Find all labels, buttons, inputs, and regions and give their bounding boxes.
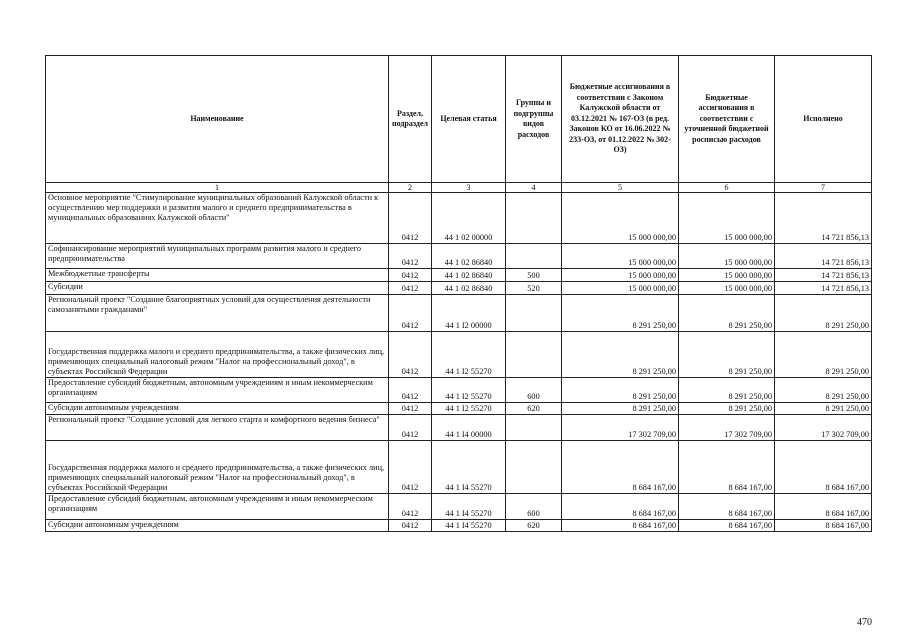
row-name: Региональный проект "Создание благоприятных условий для осуществления деятельности самозанятыми гражданами" — [46, 295, 389, 332]
row-group: 620 — [506, 403, 562, 415]
row-article: 44 1 I2 55270 — [432, 403, 506, 415]
row-article: 44 1 I2 00000 — [432, 295, 506, 332]
row-executed: 8 291 250,00 — [775, 295, 872, 332]
row-executed: 14 721 856,13 — [775, 282, 872, 295]
row-budget-law: 8 291 250,00 — [562, 295, 679, 332]
row-executed: 8 291 250,00 — [775, 403, 872, 415]
row-article: 44 1 I2 55270 — [432, 332, 506, 378]
column-number: 5 — [562, 183, 679, 193]
row-executed: 17 302 709,00 — [775, 415, 872, 441]
row-article: 44 1 I2 55270 — [432, 378, 506, 403]
row-budget-law: 8 291 250,00 — [562, 403, 679, 415]
table-row — [46, 269, 872, 282]
row-name: Государственная поддержка малого и среднего предпринимательства, а также физических лиц, применяющих специальный налоговый режим "Налог на профессиональный доход", в субъектах Российской Федерации — [46, 441, 389, 494]
row-group: 600 — [506, 494, 562, 520]
budget-table-container — [45, 55, 871, 532]
row-section: 0412 — [389, 193, 432, 244]
table-row — [46, 193, 872, 244]
row-section: 0412 — [389, 415, 432, 441]
row-budget-plan: 17 302 709,00 — [679, 415, 775, 441]
row-article: 44 1 I4 55270 — [432, 441, 506, 494]
row-executed: 14 721 856,13 — [775, 193, 872, 244]
row-budget-law: 15 000 000,00 — [562, 282, 679, 295]
header-section: Раздел, подраздел — [389, 56, 432, 183]
row-budget-plan: 8 291 250,00 — [679, 403, 775, 415]
table-row — [46, 520, 872, 532]
row-group — [506, 415, 562, 441]
row-article: 44 1 02 86840 — [432, 244, 506, 269]
table-row — [46, 494, 872, 520]
row-budget-plan: 8 291 250,00 — [679, 332, 775, 378]
header-expense-groups: Группы и подгруппы видов расходов — [506, 56, 562, 183]
row-group — [506, 193, 562, 244]
row-name: Субсидии — [46, 282, 389, 295]
row-name: Региональный проект "Создание условий для легкого старта и комфортного ведения бизнеса" — [46, 415, 389, 441]
row-executed: 8 684 167,00 — [775, 520, 872, 532]
row-budget-law: 15 000 000,00 — [562, 269, 679, 282]
row-budget-law: 8 684 167,00 — [562, 520, 679, 532]
row-group — [506, 295, 562, 332]
row-budget-plan: 8 684 167,00 — [679, 441, 775, 494]
row-executed: 8 291 250,00 — [775, 378, 872, 403]
header-target-article: Целевая статья — [432, 56, 506, 183]
row-section: 0412 — [389, 244, 432, 269]
header-budget-law: Бюджетные ассигнования в соответствии с Законом Калужской области от 03.12.2021 № 167-ОЗ (в ред. Законов КО от 16.06.2022 № 233-ОЗ, от 01.12.2022 № 302-ОЗ) — [562, 56, 679, 183]
table-row — [46, 441, 872, 494]
row-article: 44 1 I4 55270 — [432, 520, 506, 532]
row-section: 0412 — [389, 269, 432, 282]
row-section: 0412 — [389, 520, 432, 532]
header-name: Наименование — [46, 56, 389, 183]
row-group: 520 — [506, 282, 562, 295]
header-executed: Исполнено — [775, 56, 872, 183]
row-name: Софинансирование мероприятий муниципальных программ развития малого и среднего предпринимательства — [46, 244, 389, 269]
row-article: 44 1 I4 55270 — [432, 494, 506, 520]
row-name: Государственная поддержка малого и среднего предпринимательства, а также физических лиц, применяющих специальный налоговый режим "Налог на профессиональный доход", в субъектах Российской Федерации — [46, 332, 389, 378]
row-budget-law: 17 302 709,00 — [562, 415, 679, 441]
row-section: 0412 — [389, 441, 432, 494]
table-row — [46, 378, 872, 403]
row-group — [506, 441, 562, 494]
row-executed: 14 721 856,13 — [775, 269, 872, 282]
row-budget-law: 8 684 167,00 — [562, 494, 679, 520]
row-budget-plan: 15 000 000,00 — [679, 193, 775, 244]
column-number: 6 — [679, 183, 775, 193]
row-group — [506, 244, 562, 269]
row-budget-law: 15 000 000,00 — [562, 193, 679, 244]
row-article: 44 1 02 00000 — [432, 193, 506, 244]
row-section: 0412 — [389, 494, 432, 520]
table-row — [46, 244, 872, 269]
row-name: Основное мероприятие "Стимулирование муниципальных образований Калужской области к осуществлению мер поддержки и развития малого и среднего предпринимательства в муниципальных образованиях Калужской области" — [46, 193, 389, 244]
row-article: 44 1 I4 00000 — [432, 415, 506, 441]
row-section: 0412 — [389, 282, 432, 295]
table-row — [46, 415, 872, 441]
row-section: 0412 — [389, 378, 432, 403]
column-number: 4 — [506, 183, 562, 193]
row-executed: 8 291 250,00 — [775, 332, 872, 378]
row-group: 500 — [506, 269, 562, 282]
header-row — [46, 56, 872, 183]
column-number: 2 — [389, 183, 432, 193]
table-row — [46, 332, 872, 378]
row-article: 44 1 02 86840 — [432, 269, 506, 282]
row-executed: 8 684 167,00 — [775, 441, 872, 494]
column-number: 7 — [775, 183, 872, 193]
row-group — [506, 332, 562, 378]
column-number: 3 — [432, 183, 506, 193]
row-budget-plan: 15 000 000,00 — [679, 244, 775, 269]
row-budget-plan: 15 000 000,00 — [679, 282, 775, 295]
row-budget-plan: 8 291 250,00 — [679, 378, 775, 403]
row-budget-law: 8 684 167,00 — [562, 441, 679, 494]
row-budget-law: 15 000 000,00 — [562, 244, 679, 269]
row-group: 600 — [506, 378, 562, 403]
column-number: 1 — [46, 183, 389, 193]
row-section: 0412 — [389, 332, 432, 378]
table-row — [46, 282, 872, 295]
table-row — [46, 295, 872, 332]
page-number: 470 — [857, 617, 872, 628]
row-name: Предоставление субсидий бюджетным, автономным учреждениям и иным некоммерческим организациям — [46, 378, 389, 403]
row-budget-law: 8 291 250,00 — [562, 332, 679, 378]
row-budget-plan: 8 684 167,00 — [679, 494, 775, 520]
row-article: 44 1 02 86840 — [432, 282, 506, 295]
row-name: Субсидии автономным учреждениям — [46, 520, 389, 532]
row-section: 0412 — [389, 295, 432, 332]
column-number-row — [46, 183, 872, 193]
row-budget-plan: 8 684 167,00 — [679, 520, 775, 532]
header-budget-plan: Бюджетные ассигнования в соответствии с уточненной бюджетной росписью расходов — [679, 56, 775, 183]
row-name: Межбюджетные трансферты — [46, 269, 389, 282]
row-executed: 8 684 167,00 — [775, 494, 872, 520]
row-executed: 14 721 856,13 — [775, 244, 872, 269]
table-row — [46, 403, 872, 415]
row-group: 620 — [506, 520, 562, 532]
row-name: Предоставление субсидий бюджетным, автономным учреждениям и иным некоммерческим организациям — [46, 494, 389, 520]
row-budget-plan: 8 291 250,00 — [679, 295, 775, 332]
row-name: Субсидии автономным учреждениям — [46, 403, 389, 415]
row-budget-law: 8 291 250,00 — [562, 378, 679, 403]
row-section: 0412 — [389, 403, 432, 415]
budget-execution-table — [45, 55, 872, 532]
row-budget-plan: 15 000 000,00 — [679, 269, 775, 282]
